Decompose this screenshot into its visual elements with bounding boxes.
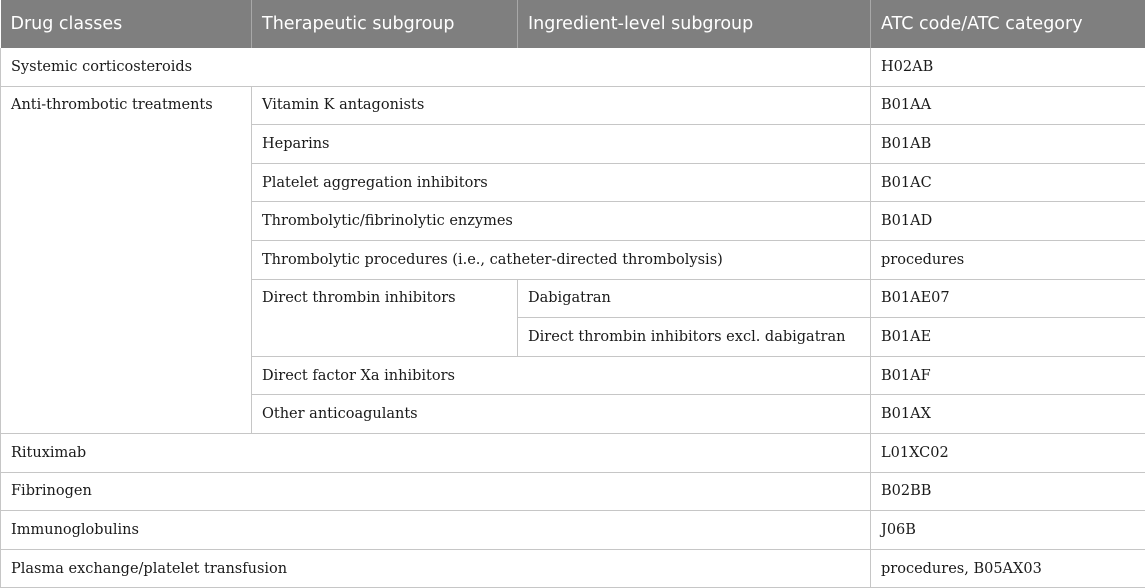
atc-code-cell: H02AB xyxy=(871,48,1145,86)
drug-class-cell: Plasma exchange/platelet transfusion xyxy=(1,549,871,588)
atc-code-cell: B01AF xyxy=(871,356,1145,395)
header-drug-classes: Drug classes xyxy=(1,0,252,48)
therapeutic-subgroup-cell: Direct factor Xa inhibitors xyxy=(252,356,871,395)
header-row xyxy=(1,0,1145,48)
table-row xyxy=(1,48,1145,86)
atc-code-cell: B01AE xyxy=(871,318,1145,357)
drug-class-cell: Fibrinogen xyxy=(1,472,871,511)
table-row xyxy=(1,511,1145,550)
atc-code-cell: B02BB xyxy=(871,472,1145,511)
drug-class-cell: Immunoglobulins xyxy=(1,511,871,550)
header-ingredient-subgroup: Ingredient-level subgroup xyxy=(518,0,871,48)
atc-code-cell: B01AC xyxy=(871,163,1145,202)
therapeutic-subgroup-cell: Direct thrombin inhibitors xyxy=(252,279,518,356)
therapeutic-subgroup-cell: Heparins xyxy=(252,125,871,164)
atc-code-cell: B01AB xyxy=(871,125,1145,164)
ingredient-subgroup-cell: Direct thrombin inhibitors excl. dabigatran xyxy=(518,318,871,357)
therapeutic-subgroup-cell: Thrombolytic procedures (i.e., catheter-directed thrombolysis) xyxy=(252,240,871,279)
table-row xyxy=(1,549,1145,588)
atc-code-cell: L01XC02 xyxy=(871,433,1145,472)
table-row xyxy=(1,472,1145,511)
table-row xyxy=(1,86,1145,125)
ingredient-subgroup-cell: Dabigatran xyxy=(518,279,871,318)
table-row xyxy=(1,433,1145,472)
atc-code-cell: B01AE07 xyxy=(871,279,1145,318)
atc-code-cell: B01AA xyxy=(871,86,1145,125)
therapeutic-subgroup-cell: Vitamin K antagonists xyxy=(252,86,871,125)
header-atc-code: ATC code/ATC category xyxy=(871,0,1145,48)
therapeutic-subgroup-cell: Thrombolytic/fibrinolytic enzymes xyxy=(252,202,871,241)
atc-code-cell: procedures xyxy=(871,240,1145,279)
atc-code-cell: J06B xyxy=(871,511,1145,550)
atc-code-cell: B01AX xyxy=(871,395,1145,434)
therapeutic-subgroup-cell: Other anticoagulants xyxy=(252,395,871,434)
drug-class-cell: Anti-thrombotic treatments xyxy=(1,86,252,433)
drug-class-cell: Systemic corticosteroids xyxy=(1,48,871,86)
atc-code-cell: procedures, B05AX03 xyxy=(871,549,1145,588)
atc-code-cell: B01AD xyxy=(871,202,1145,241)
therapeutic-subgroup-cell: Platelet aggregation inhibitors xyxy=(252,163,871,202)
header-therapeutic-subgroup: Therapeutic subgroup xyxy=(252,0,518,48)
drug-class-cell: Rituximab xyxy=(1,433,871,472)
